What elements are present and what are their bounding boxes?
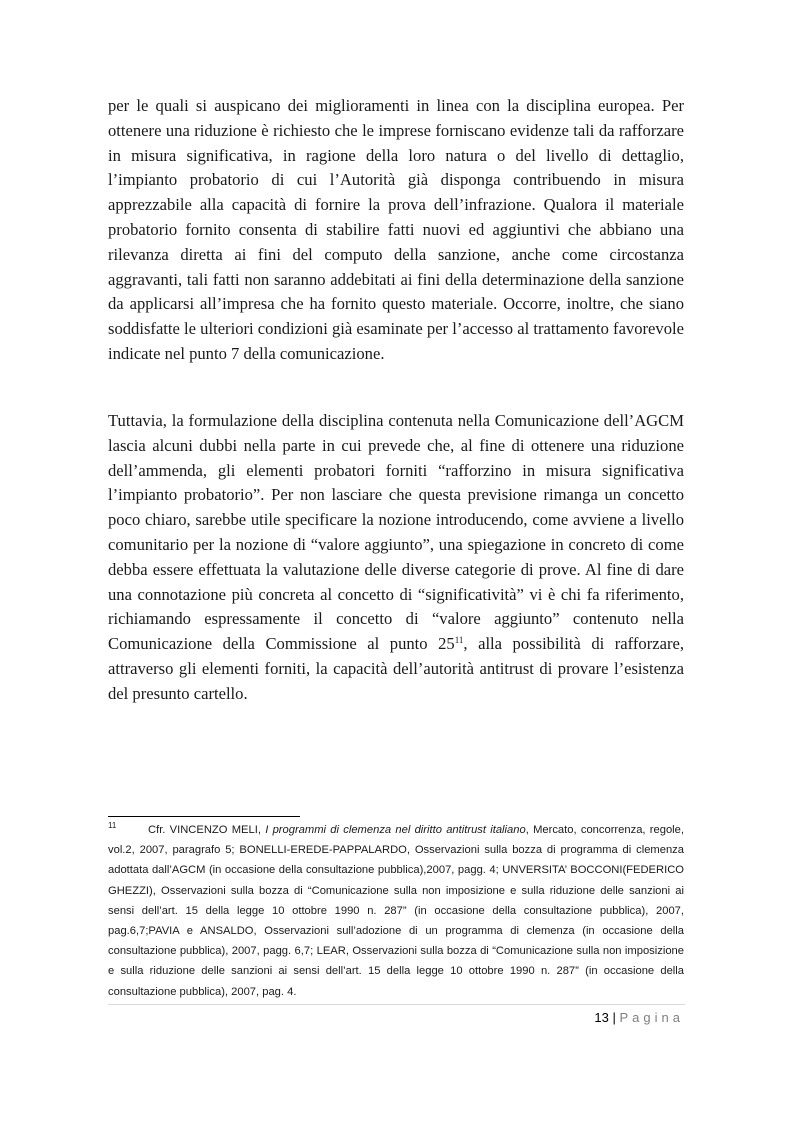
footnote: 11 Cfr. VINCENZO MELI, I programmi di clemenza nel diritto antitrust italiano, Mercato, concorrenza, regole, vol.2, 2007, paragrafo 5; BONELLI-EREDE-PAPPALARDO, Osservazioni sulla bozza di programma di clemenza adottata dall’AGCM (in occasione della consultazione pubblica),2007, pagg. 4; UNVERSITA’ BOCCONI(FEDERICO GHEZZI), Osservazioni sulla bozza di “Comunicazione sulla non imposizione e sulla riduzione delle sanzioni ai sensi dell’art. 15 della legge 10 ottobre 1990 n. 287” (in occasione della consultazione pubblica), 2007, pag.6,7;PAVIA e ANSALDO, Osservazioni sull’adozione di un programma di clemenza (in occasione della consultazione pubblica), 2007, pagg. 6,7; LEAR, Osservazioni sulla bozza di “Comunicazione sulla non imposizione e sulla riduzione delle sanzioni ai sensi dell’art. 15 della legge 10 ottobre 1990 n. 287” (in occasione della consultazione pubblica), 2007, pag. 4. bbox=[108, 821, 684, 998]
footer-separator: | bbox=[612, 1010, 616, 1025]
footer-divider bbox=[108, 1004, 685, 1005]
footnote-reference: 11 bbox=[454, 635, 464, 646]
footnote-separator bbox=[108, 816, 300, 817]
page-label: Pagina bbox=[619, 1010, 684, 1025]
footnote-text: Cfr. VINCENZO MELI, bbox=[148, 824, 266, 836]
paragraph-text: , alla possibilità di rafforzare, attraverso gli elementi forniti, la capacità dell’autorità antitrust di provare l’esistenza del presunto cartello. bbox=[108, 634, 684, 703]
page-footer bbox=[594, 1009, 684, 1027]
footnote-book-title: I programmi di clemenza nel diritto antitrust italiano bbox=[265, 824, 526, 836]
body-paragraph-2 bbox=[108, 409, 684, 707]
body-paragraph-1: per le quali si auspicano dei miglioramenti in linea con la disciplina europea. Per ottenere una riduzione è richiesto che le imprese forniscano evidenze tali da rafforzare in misura significativa, in ragione della loro natura o del livello di dettaglio, l’impianto probatorio di cui l’Autorità già disponga contribuendo in misura apprezzabile alla capacità di fornire la prova dell’infrazione. Qualora il materiale probatorio fornito consenta di stabilire fatti nuovi ed aggiuntivi che abbiano una rilevanza diretta ai fini del computo della sanzione, anche come circostanza aggravanti, tali fatti non saranno addebitati ai fini della determinazione della sanzione da applicarsi all’impresa che ha fornito questo materiale. Occorre, inoltre, che siano soddisfatte le ulteriori condizioni già esaminate per l’accesso al trattamento favorevole indicate nel punto 7 della comunicazione. bbox=[108, 96, 684, 363]
paragraph-text: Tuttavia, la formulazione della disciplina contenuta nella Comunicazione dell’AGCM lascia alcuni dubbi nella parte in cui prevede che, al fine di ottenere una riduzione dell’ammenda, gli elementi probatori forniti “rafforzino in misura significativa l’impianto probatorio”. Per non lasciare che questa previsione rimanga un concetto poco chiaro, sarebbe utile specificare la nozione introducendo, come avviene a livello comunitario per la nozione di “valore aggiunto”, una spiegazione in concreto di come debba essere effettuata la valutazione delle diverse categorie di prove. Al fine di dare una connotazione più concreta al concetto di “significatività” vi è chi fa riferimento, richiamando espressamente il concetto di “valore aggiunto” contenuto nella Comunicazione della Commissione al punto 25 bbox=[108, 411, 684, 654]
footnote-text: , Mercato, concorrenza, regole, vol.2, 2007, paragrafo 5; BONELLI-EREDE-PAPPALARDO, Osservazioni sulla bozza di programma di clemenza adottata dall’AGCM (in occasione della consultazione pubblica),2007, pagg. 4; UNVERSITA’ BOCCONI(FEDERICO GHEZZI), Osservazioni sulla bozza di “Comunicazione sulla non imposizione e sulla riduzione delle sanzioni ai sensi dell’art. 15 della legge 10 ottobre 1990 n. 287” (in occasione della consultazione pubblica), 2007, pag.6,7;PAVIA e ANSALDO, Osservazioni sull’adozione di un programma di clemenza (in occasione della consultazione pubblica), 2007, pagg. 6,7; LEAR, Osservazioni sulla bozza di “Comunicazione sulla non imposizione e sulla riduzione delle sanzioni ai sensi dell’art. 15 della legge 10 ottobre 1990 n. 287” (in occasione della consultazione pubblica), 2007, pag. 4. bbox=[108, 824, 684, 998]
page-number: 13 bbox=[594, 1010, 609, 1025]
